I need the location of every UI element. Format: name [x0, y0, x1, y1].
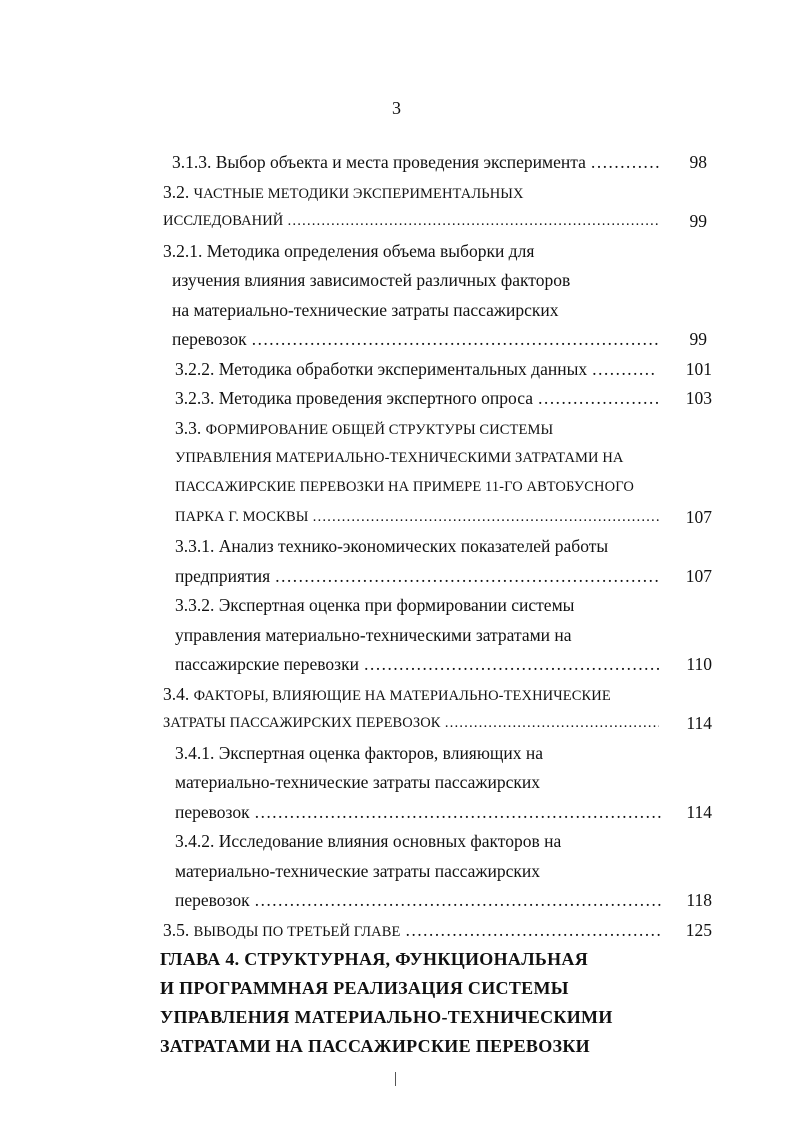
toc-line — [175, 856, 712, 886]
chapter-heading-line: УПРАВЛЕНИЯ МАТЕРИАЛЬНО-ТЕХНИЧЕСКИМИ — [160, 1007, 613, 1027]
toc-line — [175, 767, 712, 797]
toc-line — [172, 265, 707, 295]
toc-entry-prefix: 3.2.2. — [175, 359, 219, 379]
toc-entry-prefix: 3.2.3. — [175, 388, 219, 408]
toc-entry-text — [163, 236, 663, 266]
toc-line — [175, 502, 712, 532]
toc-entry-text — [163, 679, 673, 711]
toc-entry-title: Экспертная оценка при формировании системы — [218, 595, 575, 615]
toc-entry-text — [175, 443, 685, 473]
toc-line — [175, 885, 712, 915]
toc-entry-title: ИССЛЕДОВАНИЙ — [163, 213, 284, 229]
toc-entry-prefix: 3.1.3. — [172, 152, 216, 172]
toc-entry-prefix: 3.2.1. — [163, 241, 207, 261]
toc-entry-prefix: 3.5. — [163, 920, 194, 940]
toc-entry-text — [175, 531, 675, 561]
toc-entry-title: изучения влияния зависимостей различных факторов — [172, 270, 571, 290]
toc-line — [172, 324, 707, 354]
toc-entry-prefix: 3.4.1. — [175, 743, 219, 763]
toc-entry-title: УПРАВЛЕНИЯ МАТЕРИАЛЬНО-ТЕХНИЧЕСКИМИ ЗАТРАТАМИ НА — [175, 450, 624, 466]
toc-entry-title: Экспертная оценка факторов, влияющих на — [218, 743, 544, 763]
toc-entry-text — [175, 354, 657, 384]
toc-line — [163, 679, 712, 709]
toc-line — [175, 797, 712, 827]
toc-page-number: 114 — [686, 713, 712, 733]
toc-line — [163, 708, 712, 738]
toc-entry-title: пассажирские перевозки — [175, 654, 359, 674]
toc-page-number: 98 — [689, 152, 707, 172]
toc-entry-text — [172, 147, 662, 177]
toc-line — [175, 472, 712, 502]
chapter-heading-line: ЗАТРАТАМИ НА ПАССАЖИРСКИЕ ПЕРЕВОЗКИ — [160, 1036, 590, 1056]
toc-entry-text — [172, 324, 659, 354]
toc-line — [163, 206, 707, 236]
toc-entry-title: ЧАСТНЫЕ МЕТОДИКИ ЭКСПЕРИМЕНТАЛЬНЫХ — [193, 186, 524, 202]
toc-entry-text — [172, 265, 672, 295]
toc-entry-text — [163, 915, 661, 947]
toc-page-number: 99 — [689, 329, 707, 349]
toc-entry-text — [175, 620, 675, 650]
toc-line — [163, 915, 712, 945]
toc-page-number: 125 — [685, 920, 712, 940]
toc-line — [163, 236, 707, 266]
toc-entry-title: материально-технические затраты пассажирских — [175, 861, 540, 881]
toc-entry-text — [172, 295, 672, 325]
toc-line — [163, 177, 707, 207]
page-number: 3 — [392, 98, 401, 118]
toc-line — [175, 443, 712, 473]
toc-entry-title: ФОРМИРОВАНИЕ ОБЩЕЙ СТРУКТУРЫ СИСТЕМЫ — [205, 422, 554, 438]
toc-entry-text — [175, 826, 675, 856]
toc-entry-text — [163, 177, 663, 209]
toc-entry-text — [175, 561, 661, 591]
toc-entry-prefix: 3.4.2. — [175, 831, 219, 851]
toc-line — [175, 413, 712, 443]
toc-entry-text — [175, 413, 675, 445]
toc-entry-title: перевозок — [175, 890, 250, 910]
toc-line — [175, 738, 712, 768]
toc-line — [172, 295, 707, 325]
toc-entry-title: на материально-технические затраты пассажирских — [172, 300, 559, 320]
toc-entry-title: Методика обработки экспериментальных данных — [218, 359, 588, 379]
toc-entry-title: Методика определения объема выборки для — [206, 241, 535, 261]
toc-page-number: 101 — [685, 359, 712, 379]
toc-line — [175, 649, 712, 679]
toc-line — [175, 590, 712, 620]
toc-entry-title: ФАКТОРЫ, ВЛИЯЮЩИЕ НА МАТЕРИАЛЬНО-ТЕХНИЧЕСКИЕ — [193, 688, 611, 704]
chapter-heading-line: И ПРОГРАММНАЯ РЕАЛИЗАЦИЯ СИСТЕМЫ — [160, 978, 569, 998]
toc-entry-title: ПАРКА Г. МОСКВЫ — [175, 509, 309, 525]
toc-page-number: 110 — [686, 654, 712, 674]
toc-line — [175, 531, 712, 561]
toc-entry-title: ПАССАЖИРСКИЕ ПЕРЕВОЗКИ НА ПРИМЕРЕ 11-ГО АВТОБУСНОГО — [175, 479, 634, 495]
toc-entry-text — [175, 885, 661, 915]
toc-page-number: 107 — [685, 566, 712, 586]
toc-entry-title: Методика проведения экспертного опроса — [218, 388, 533, 408]
toc-page-number: 118 — [686, 890, 712, 910]
toc-entry-text — [175, 383, 661, 413]
toc-line — [175, 383, 712, 413]
toc-line — [172, 147, 707, 177]
toc-entry-title: Исследование влияния основных факторов на — [218, 831, 562, 851]
toc-entry-text — [163, 708, 659, 738]
toc-line — [175, 354, 712, 384]
toc-entry-title: ВЫВОДЫ ПО ТРЕТЬЕЙ ГЛАВЕ — [193, 924, 401, 940]
toc-entry-prefix: 3.3. — [175, 418, 206, 438]
toc-page-number: 107 — [685, 507, 712, 527]
toc-entry-prefix: 3.3.1. — [175, 536, 219, 556]
toc-entry-title: перевозок — [175, 802, 250, 822]
toc-entry-prefix: 3.4. — [163, 684, 194, 704]
toc-page-number: 103 — [685, 388, 712, 408]
toc-line — [175, 826, 712, 856]
toc-page-number: 114 — [686, 802, 712, 822]
toc-entry-text — [175, 856, 675, 886]
toc-entry-title: материально-технические затраты пассажирских — [175, 772, 540, 792]
toc-entry-text — [175, 649, 661, 679]
toc-entry-title: ЗАТРАТЫ ПАССАЖИРСКИХ ПЕРЕВОЗОК — [163, 715, 441, 731]
toc-entry-text — [175, 738, 675, 768]
toc-entry-text — [175, 767, 675, 797]
toc-entry-prefix: 3.3.2. — [175, 595, 219, 615]
toc-entry-title: Выбор объекта и места проведения эксперимента — [215, 152, 586, 172]
toc-entry-prefix: 3.2. — [163, 182, 194, 202]
toc-line — [175, 561, 712, 591]
toc-entry-text — [175, 472, 685, 502]
toc-entry-title: Анализ технико-экономических показателей работы — [218, 536, 609, 556]
toc-entry-title: предприятия — [175, 566, 271, 586]
toc-line — [175, 620, 712, 650]
toc-entry-title: управления материально-техническими затратами на — [175, 625, 572, 645]
toc-entry-text — [175, 590, 675, 620]
toc-entry-text — [175, 502, 660, 532]
toc-entry-text — [175, 797, 661, 827]
scan-mark — [395, 1072, 396, 1086]
toc-entry-title: перевозок — [172, 329, 247, 349]
toc-entry-text — [163, 206, 658, 236]
chapter-heading-line: ГЛАВА 4. СТРУКТУРНАЯ, ФУНКЦИОНАЛЬНАЯ — [160, 949, 589, 969]
toc-page-number: 99 — [689, 211, 707, 231]
